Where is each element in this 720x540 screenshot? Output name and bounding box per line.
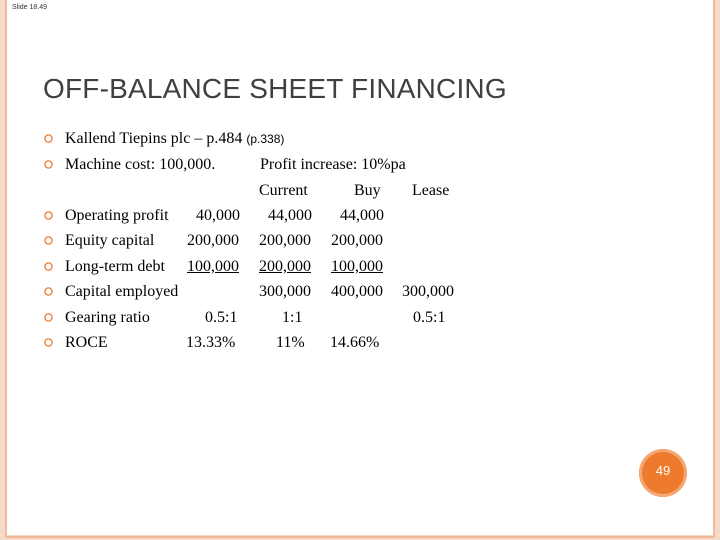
debt-lease: 100,000 <box>331 258 383 275</box>
header-current: Current <box>259 182 308 199</box>
row-label-capital-employed: Capital employed <box>65 283 179 300</box>
case-title: Kallend Tiepins plc – p.484 <box>65 130 243 147</box>
roce-buy: 11% <box>276 334 305 351</box>
page-number: 49 <box>655 463 671 478</box>
header-buy: Buy <box>354 182 381 199</box>
equity-lease: 200,000 <box>331 232 383 249</box>
bullet-icon <box>44 338 53 347</box>
slide-label: Slide 18.49 <box>12 4 48 11</box>
bullet-icon <box>44 313 53 322</box>
slide-title: OFF-BALANCE SHEET FINANCING <box>43 73 507 104</box>
row-label-long-term-debt: Long-term debt <box>65 258 165 275</box>
roce-current: 13.33% <box>186 334 236 351</box>
page-reference: (p.338) <box>246 132 285 146</box>
row-label-equity-capital: Equity capital <box>65 232 155 249</box>
gearing-lease: 0.5:1 <box>413 309 446 326</box>
cap-employed-lease: 300,000 <box>402 283 454 300</box>
bullet-icon <box>44 134 53 143</box>
machine-cost: Machine cost: 100,000. <box>65 156 216 173</box>
gearing-buy: 1:1 <box>282 309 303 326</box>
debt-current: 100,000 <box>187 258 239 275</box>
frame-border-right <box>713 0 715 538</box>
op-profit-buy: 44,000 <box>268 207 312 224</box>
header-lease: Lease <box>412 182 450 199</box>
op-profit-lease: 44,000 <box>340 207 384 224</box>
row-label-operating-profit: Operating profit <box>65 207 169 224</box>
equity-buy: 200,000 <box>259 232 311 249</box>
op-profit-current: 40,000 <box>196 207 240 224</box>
profit-increase: Profit increase: 10%pa <box>260 156 406 173</box>
cap-employed-current: 300,000 <box>259 283 311 300</box>
row-label-roce: ROCE <box>65 334 108 351</box>
bullet-icon <box>44 236 53 245</box>
debt-buy: 200,000 <box>259 258 311 275</box>
bullet-icon <box>44 160 53 169</box>
bullet-icon <box>44 262 53 271</box>
row-label-gearing-ratio: Gearing ratio <box>65 309 150 326</box>
bullet-icon <box>44 211 53 220</box>
cap-employed-buy: 400,000 <box>331 283 383 300</box>
case-reference <box>65 130 284 148</box>
bullet-icon <box>44 287 53 296</box>
roce-lease: 14.66% <box>330 334 380 351</box>
frame-border-bottom <box>5 536 715 538</box>
equity-current: 200,000 <box>187 232 239 249</box>
frame-border-left <box>5 0 7 538</box>
gearing-current: 0.5:1 <box>205 309 238 326</box>
